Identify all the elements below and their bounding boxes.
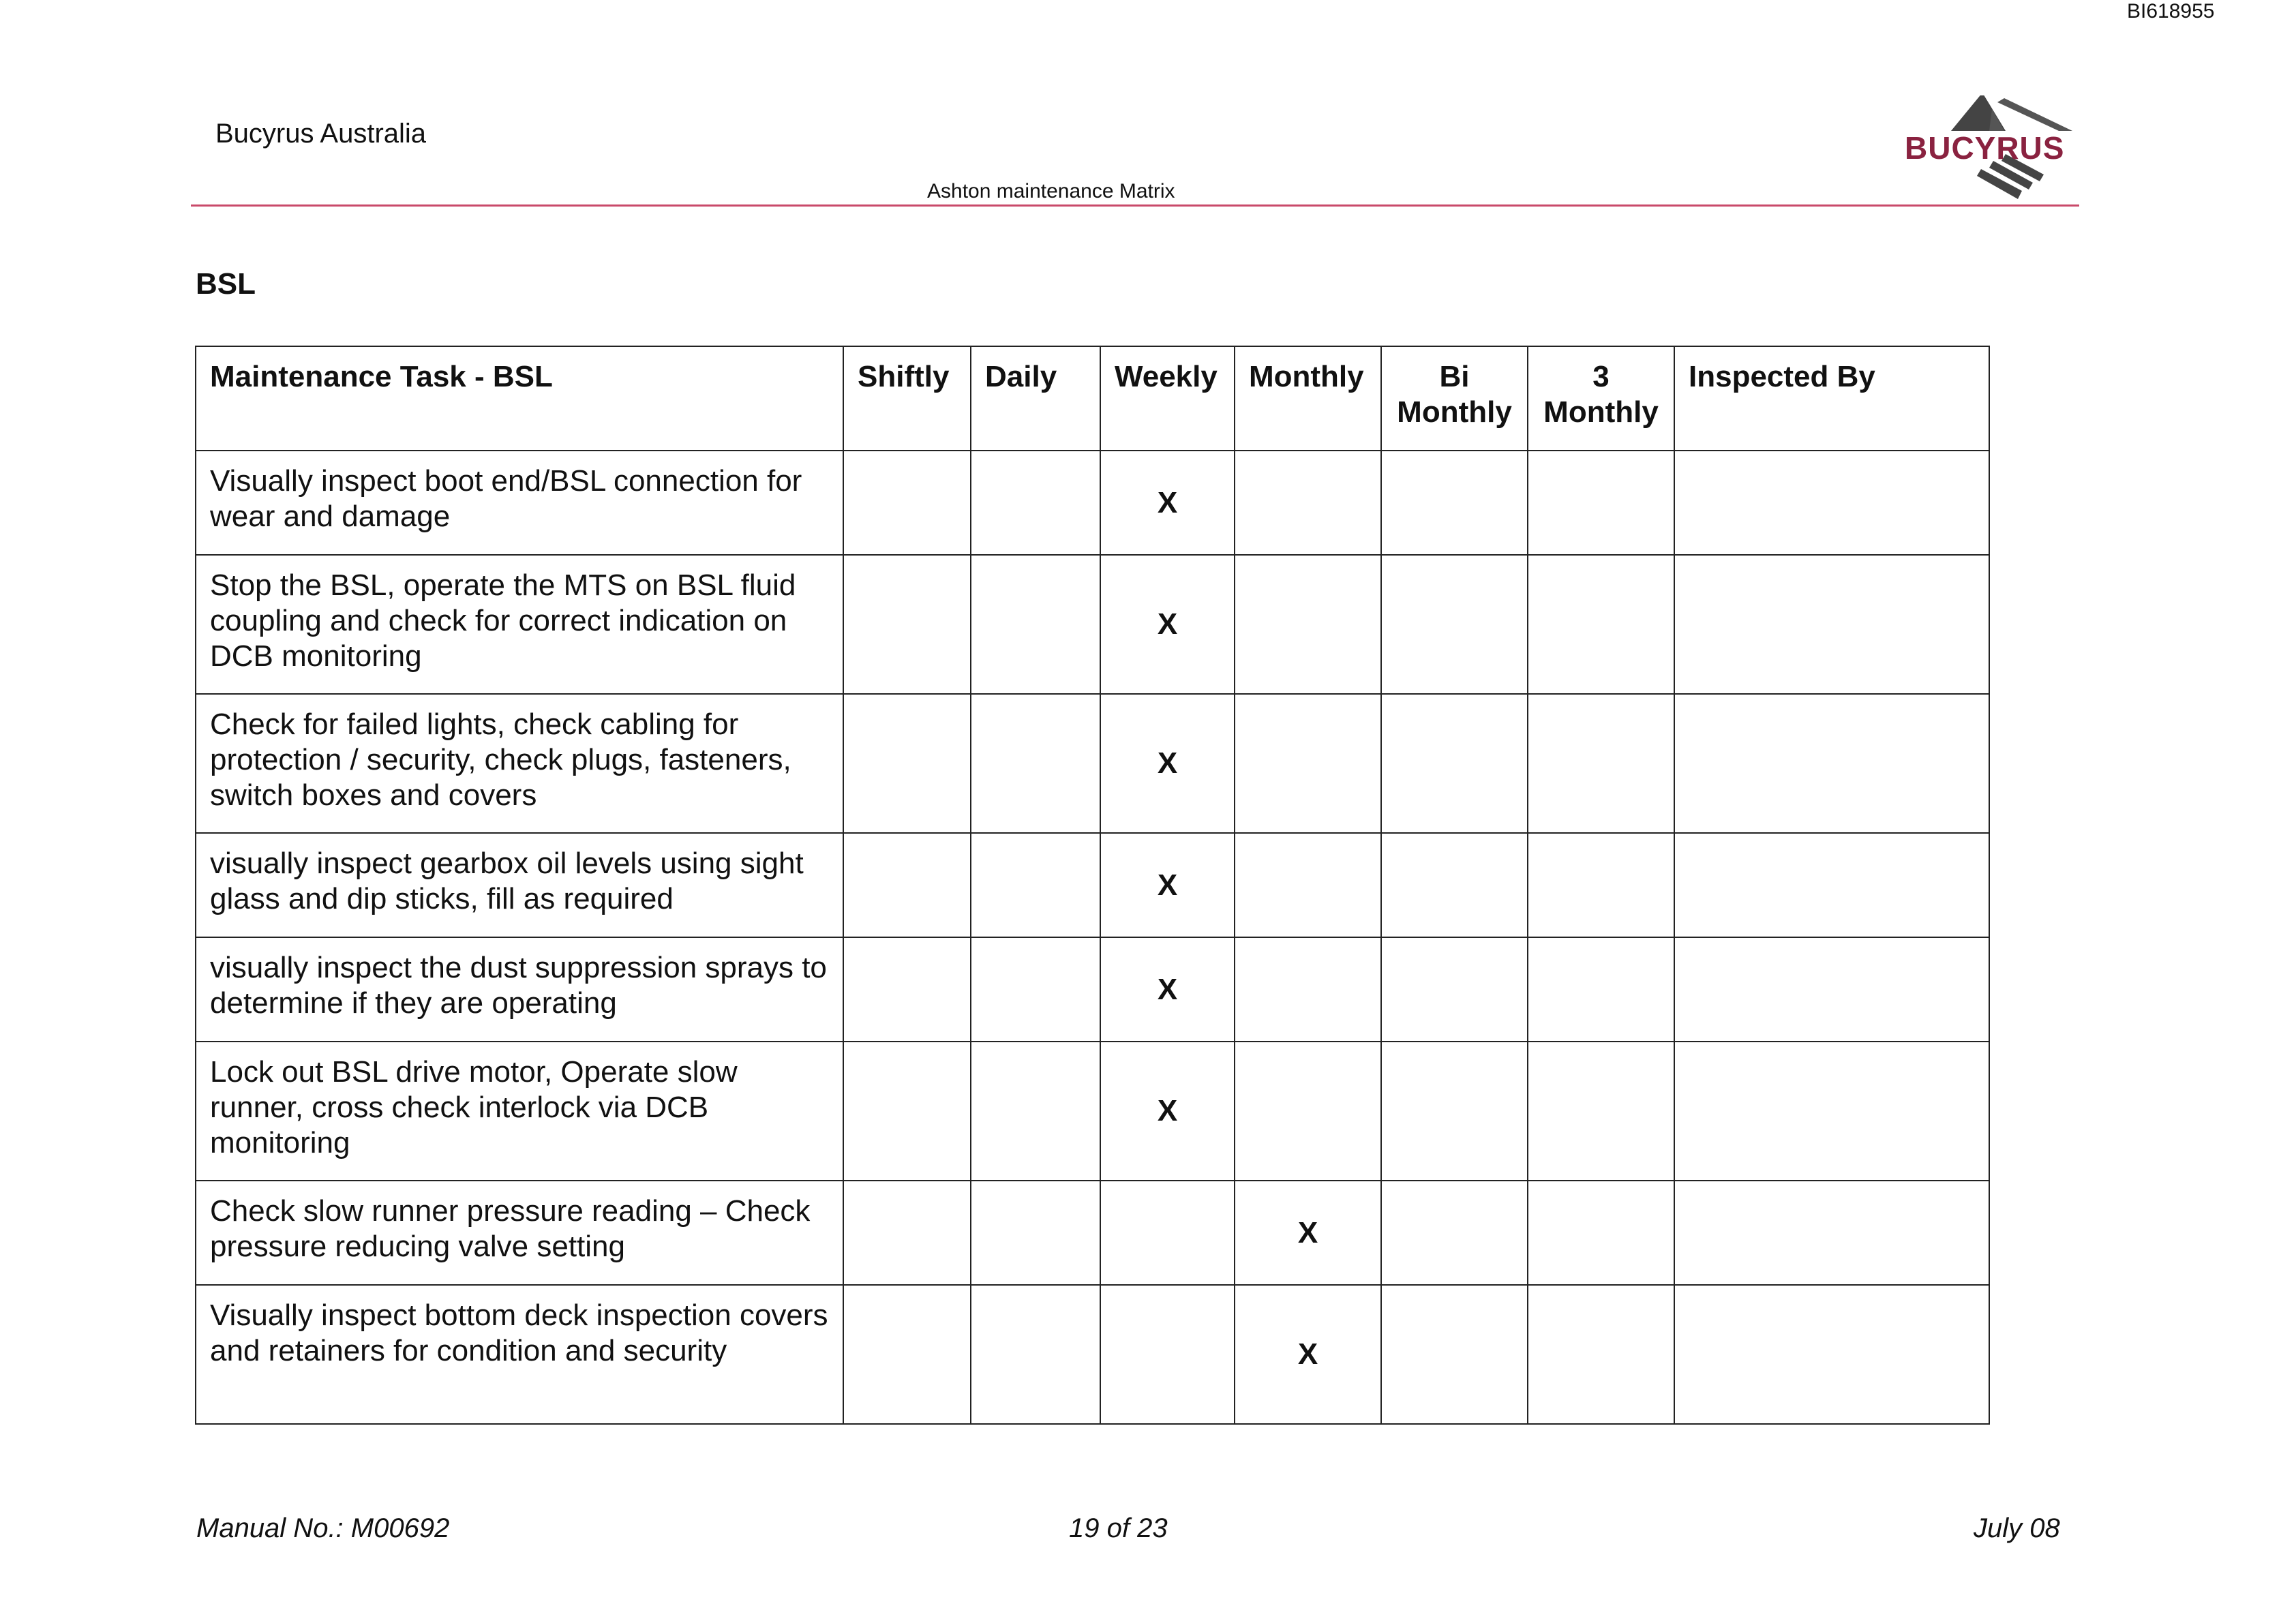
weekly-cell: X xyxy=(1100,1042,1235,1181)
inspected-by-cell xyxy=(1674,694,1989,833)
task-cell: Lock out BSL drive motor, Operate slow runner, cross check interlock via DCB monitoring xyxy=(196,1042,843,1181)
monthly-cell xyxy=(1235,1042,1381,1181)
3-monthly-cell xyxy=(1528,555,1674,694)
monthly-cell xyxy=(1235,833,1381,937)
column-header-3-monthly: 3 Monthly xyxy=(1528,346,1674,451)
column-header-daily: Daily xyxy=(971,346,1100,451)
document-id: BI618955 xyxy=(2127,0,2215,22)
table-row xyxy=(196,451,1989,555)
bi-monthly-cell xyxy=(1381,937,1528,1042)
shiftly-cell xyxy=(843,833,971,937)
3-monthly-cell xyxy=(1528,1285,1674,1424)
daily-cell xyxy=(971,555,1100,694)
bi-monthly-cell xyxy=(1381,555,1528,694)
daily-cell xyxy=(971,1285,1100,1424)
column-header-weekly: Weekly xyxy=(1100,346,1235,451)
inspected-by-cell xyxy=(1674,937,1989,1042)
3-monthly-cell xyxy=(1528,451,1674,555)
inspected-by-cell xyxy=(1674,555,1989,694)
monthly-cell: X xyxy=(1235,1181,1381,1285)
task-cell: Check slow runner pressure reading – Check pressure reducing valve setting xyxy=(196,1181,843,1285)
monthly-cell xyxy=(1235,555,1381,694)
3-monthly-cell xyxy=(1528,694,1674,833)
monthly-cell xyxy=(1235,937,1381,1042)
daily-cell xyxy=(971,451,1100,555)
table-row xyxy=(196,937,1989,1042)
shiftly-cell xyxy=(843,694,971,833)
task-cell: Check for failed lights, check cabling for protection / security, check plugs, fasteners, switch boxes and covers xyxy=(196,694,843,833)
document-subtitle: Ashton maintenance Matrix xyxy=(927,180,1175,202)
column-header-shiftly: Shiftly xyxy=(843,346,971,451)
shiftly-cell xyxy=(843,1042,971,1181)
table-row xyxy=(196,1181,1989,1285)
column-header-task: Maintenance Task - BSL xyxy=(196,346,843,451)
3-monthly-cell xyxy=(1528,1181,1674,1285)
column-header-monthly: Monthly xyxy=(1235,346,1381,451)
daily-cell xyxy=(971,1181,1100,1285)
weekly-cell: X xyxy=(1100,555,1235,694)
shiftly-cell xyxy=(843,937,971,1042)
table-row xyxy=(196,555,1989,694)
weekly-cell: X xyxy=(1100,937,1235,1042)
footer-manual-number: Manual No.: M00692 xyxy=(196,1513,450,1543)
table-row xyxy=(196,694,1989,833)
bi-monthly-cell xyxy=(1381,694,1528,833)
inspected-by-cell xyxy=(1674,833,1989,937)
column-header-bi-monthly: Bi Monthly xyxy=(1381,346,1528,451)
task-cell: visually inspect the dust suppression sprays to determine if they are operating xyxy=(196,937,843,1042)
company-name: Bucyrus Australia xyxy=(215,119,427,149)
bi-monthly-cell xyxy=(1381,451,1528,555)
weekly-cell: X xyxy=(1100,451,1235,555)
column-header-inspected-by: Inspected By xyxy=(1674,346,1989,451)
weekly-cell: X xyxy=(1100,694,1235,833)
monthly-cell xyxy=(1235,451,1381,555)
monthly-cell xyxy=(1235,694,1381,833)
logo-wordmark: BUCYRUS xyxy=(1905,130,2065,166)
table-header-row xyxy=(196,346,1989,451)
task-cell: Visually inspect bottom deck inspection covers and retainers for condition and security xyxy=(196,1285,843,1424)
daily-cell xyxy=(971,1042,1100,1181)
bi-monthly-cell xyxy=(1381,1042,1528,1181)
table-row xyxy=(196,1285,1989,1424)
maintenance-matrix-table xyxy=(195,346,1990,1425)
bucyrus-logo xyxy=(1902,95,2079,204)
3-monthly-cell xyxy=(1528,1042,1674,1181)
inspected-by-cell xyxy=(1674,1285,1989,1424)
task-cell: Visually inspect boot end/BSL connection for wear and damage xyxy=(196,451,843,555)
shiftly-cell xyxy=(843,1181,971,1285)
monthly-cell: X xyxy=(1235,1285,1381,1424)
task-cell: Stop the BSL, operate the MTS on BSL fluid coupling and check for correct indication on DCB monitoring xyxy=(196,555,843,694)
shiftly-cell xyxy=(843,1285,971,1424)
shiftly-cell xyxy=(843,451,971,555)
header-divider xyxy=(191,204,2079,207)
footer-date: July 08 xyxy=(1974,1513,2060,1543)
inspected-by-cell xyxy=(1674,451,1989,555)
daily-cell xyxy=(971,833,1100,937)
bi-monthly-cell xyxy=(1381,1181,1528,1285)
bi-monthly-cell xyxy=(1381,833,1528,937)
shiftly-cell xyxy=(843,555,971,694)
bi-monthly-cell xyxy=(1381,1285,1528,1424)
weekly-cell xyxy=(1100,1285,1235,1424)
section-title: BSL xyxy=(196,267,256,301)
footer-page-number: 19 of 23 xyxy=(1069,1513,1168,1543)
inspected-by-cell xyxy=(1674,1042,1989,1181)
weekly-cell xyxy=(1100,1181,1235,1285)
task-cell: visually inspect gearbox oil levels using sight glass and dip sticks, fill as required xyxy=(196,833,843,937)
3-monthly-cell xyxy=(1528,937,1674,1042)
3-monthly-cell xyxy=(1528,833,1674,937)
inspected-by-cell xyxy=(1674,1181,1989,1285)
table-row xyxy=(196,833,1989,937)
daily-cell xyxy=(971,694,1100,833)
daily-cell xyxy=(971,937,1100,1042)
table-row xyxy=(196,1042,1989,1181)
weekly-cell: X xyxy=(1100,833,1235,937)
